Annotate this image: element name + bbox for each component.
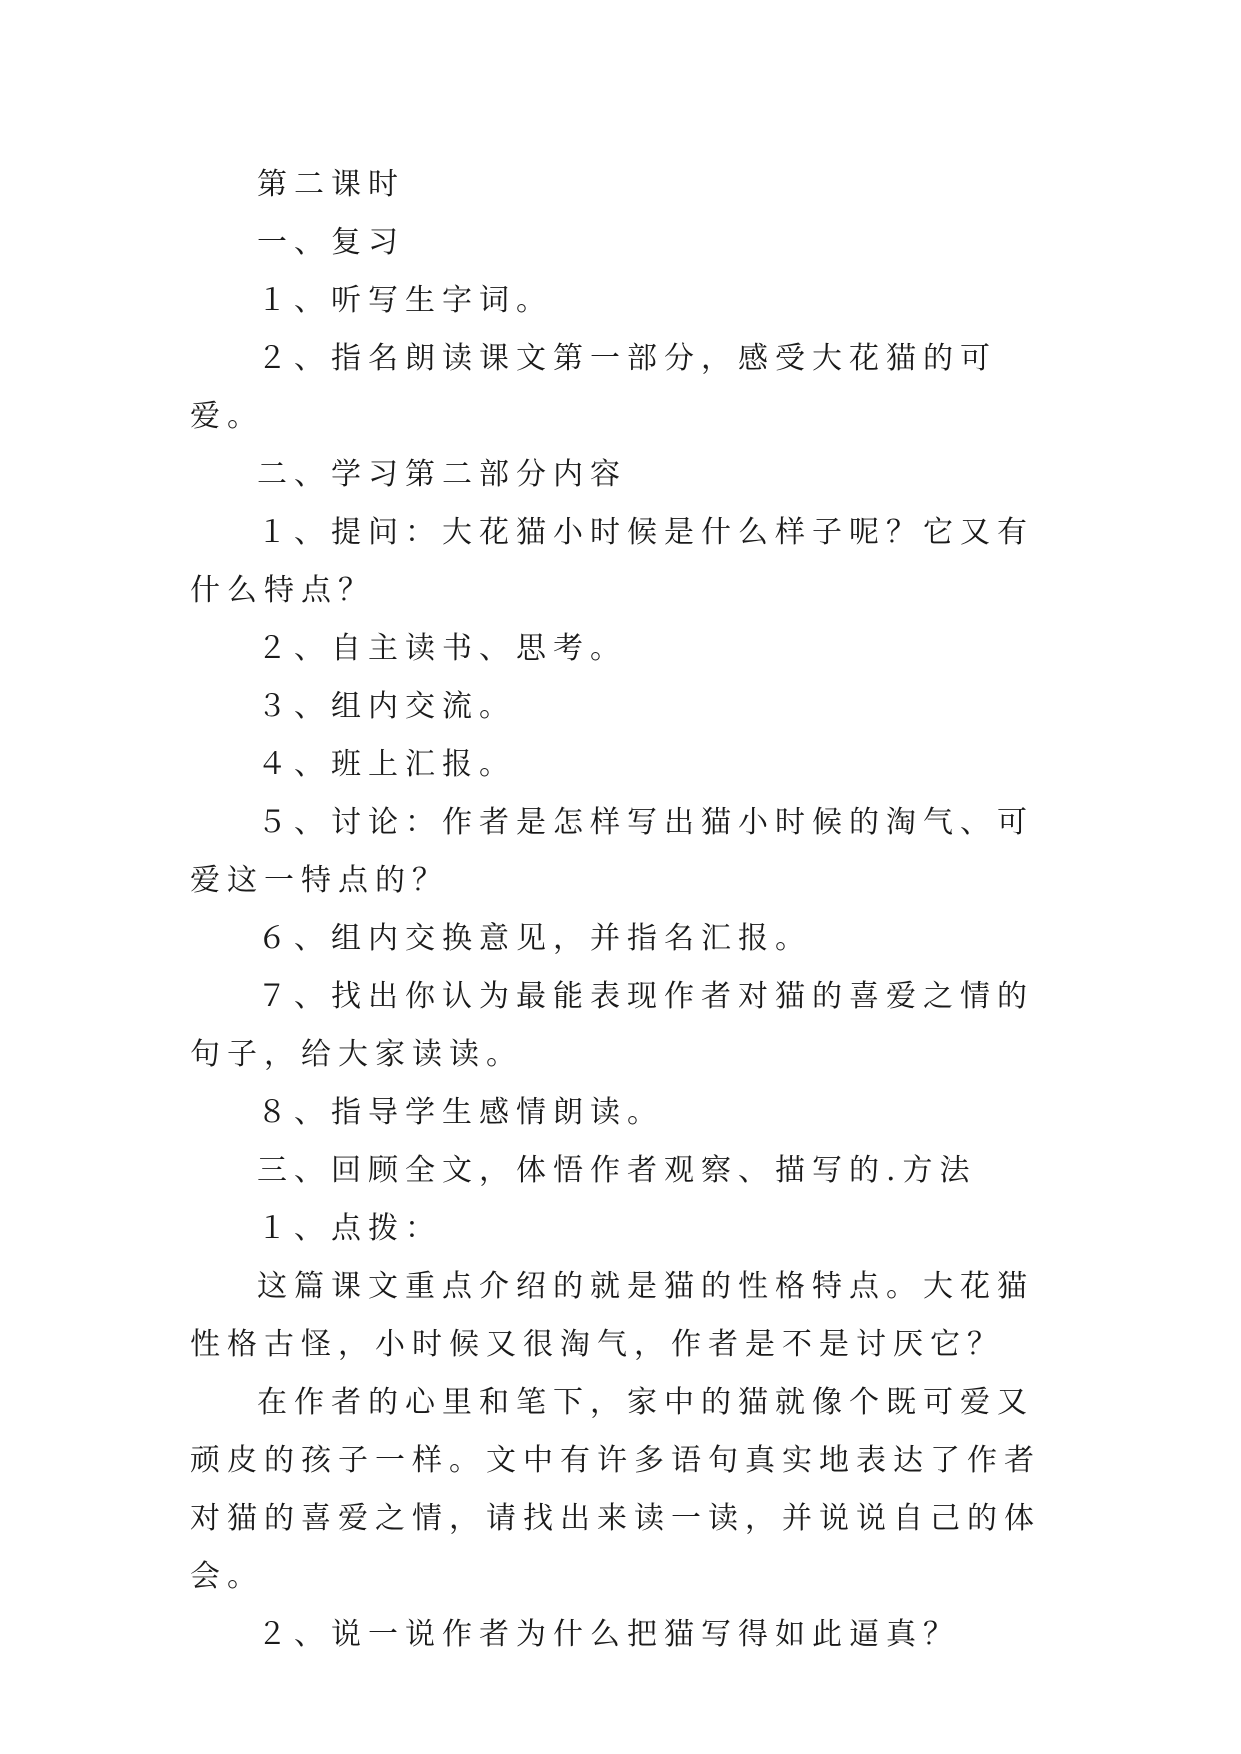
paragraph: ４、班上汇报。 <box>257 747 516 782</box>
section-heading-review-text: 三、回顾全文，体悟作者观察、描写的.方法 <box>257 1153 977 1188</box>
paragraph: 在作者的心里和笔下，家中的猫就像个既可爱又顽皮的孩子一样。文中有许多语句真实地表达了作者对猫的喜爱之情，请找出来读一读，并说说自己的体会。 <box>190 1385 1041 1594</box>
paragraph: ２、指名朗读课文第一部分，感受大花猫的可爱。 <box>190 341 997 434</box>
paragraph: ２、说一说作者为什么把猫写得如此逼真？ <box>257 1617 960 1652</box>
paragraph: １、提问：大花猫小时候是什么样子呢？它又有什么特点？ <box>190 515 1034 608</box>
paragraph: １、点拨： <box>257 1211 442 1246</box>
paragraph: ７、找出你认为最能表现作者对猫的喜爱之情的句子，给大家读读。 <box>190 979 1034 1072</box>
paragraph: ３、组内交流。 <box>257 689 516 724</box>
section-heading-part-two: 二、学习第二部分内容 <box>257 457 627 492</box>
lesson-title: 第二课时 <box>257 167 405 202</box>
document-page <box>190 156 1070 1664</box>
paragraph: ６、组内交换意见，并指名汇报。 <box>257 921 812 956</box>
paragraph: ２、自主读书、思考。 <box>257 631 627 666</box>
paragraph: １、听写生字词。 <box>257 283 553 318</box>
paragraph: 这篇课文重点介绍的就是猫的性格特点。大花猫性格古怪，小时候又很淘气，作者是不是讨厌它？ <box>190 1269 1034 1362</box>
paragraph: ８、指导学生感情朗读。 <box>257 1095 664 1130</box>
paragraph: ５、讨论：作者是怎样写出猫小时候的淘气、可爱这一特点的？ <box>190 805 1034 898</box>
section-heading-review: 一、复习 <box>257 225 405 260</box>
